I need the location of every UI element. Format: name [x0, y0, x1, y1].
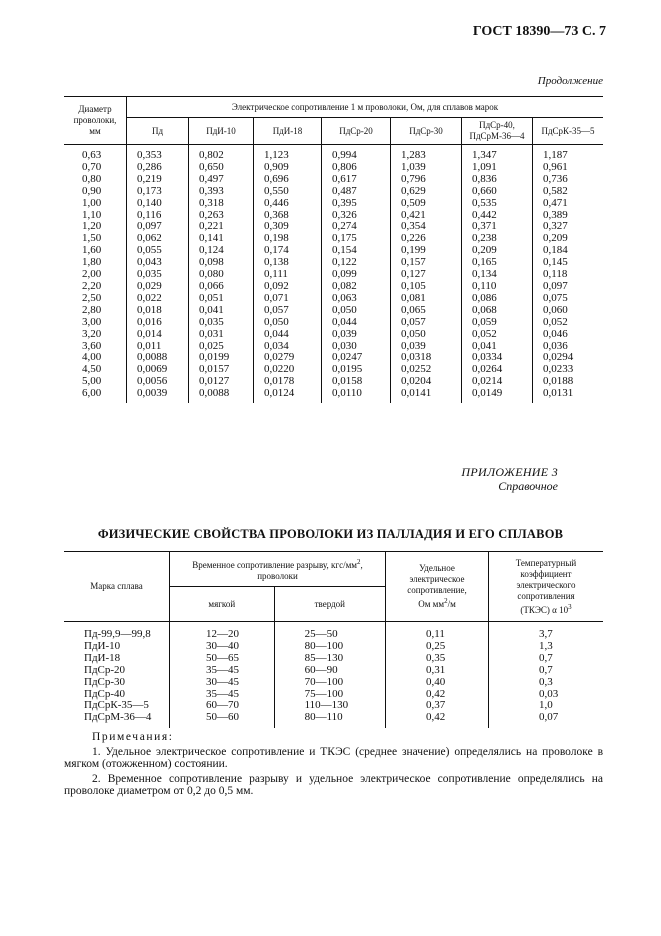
table-cell: 0,044 [322, 317, 391, 329]
table-cell: 0,075 [543, 291, 568, 304]
table-row [64, 317, 603, 329]
table-cell: 0,039 [391, 341, 462, 353]
table-cell: 1,0 [539, 699, 553, 712]
soft-header: мягкой [170, 587, 275, 622]
table-cell: 0,80 [64, 174, 127, 186]
table-cell: 0,081 [391, 293, 462, 305]
table-cell: 0,961 [543, 160, 568, 173]
table-cell: 0,092 [254, 281, 322, 293]
table-cell: 0,0110 [322, 388, 391, 403]
table-cell: 0,238 [462, 233, 533, 245]
table-cell: 80—100 [274, 641, 385, 653]
table-cell: 0,03 [539, 687, 559, 700]
table-row [64, 186, 603, 198]
table-cell: 0,7 [539, 663, 553, 676]
table-cell: 0,421 [391, 210, 462, 222]
table-cell: 0,42 [386, 712, 489, 728]
table-cell: 0,086 [462, 293, 533, 305]
table-cell: 30—40 [170, 641, 275, 653]
table-cell: ПдСрК-35—5 [64, 700, 170, 712]
table-row [64, 665, 603, 677]
table-cell: 0,37 [386, 700, 489, 712]
table-cell: 0,11 [386, 622, 489, 641]
table-cell: 0,110 [462, 281, 533, 293]
table-cell: 0,068 [462, 305, 533, 317]
table-cell: 0,286 [127, 162, 189, 174]
table-cell: 0,057 [254, 305, 322, 317]
table-cell: 0,141 [189, 233, 254, 245]
table-cell: 0,050 [254, 317, 322, 329]
appendix-number: ПРИЛОЖЕНИЕ 3 [461, 465, 558, 479]
table-cell: 0,0294 [543, 351, 574, 364]
table-cell: 50—65 [170, 653, 275, 665]
column-header: ПдИ-10 [189, 118, 254, 145]
table-cell: 0,050 [391, 329, 462, 341]
table-row [64, 622, 603, 641]
table-cell: 0,395 [322, 198, 391, 210]
table-cell: 0,371 [462, 221, 533, 233]
diameter-header: Диаметр проволоки, мм [64, 97, 127, 145]
table-cell: 0,0056 [127, 376, 189, 388]
table-cell: 0,90 [64, 186, 127, 198]
table-cell: 0,022 [127, 293, 189, 305]
table-cell: 0,0131 [543, 387, 574, 400]
table-cell: 0,036 [543, 339, 568, 352]
table-cell: 1,20 [64, 221, 127, 233]
table-cell: 60—90 [274, 665, 385, 677]
table-cell: 70—100 [274, 677, 385, 689]
table-cell: 0,059 [462, 317, 533, 329]
table-cell: 0,060 [543, 303, 568, 316]
table-cell: 3,20 [64, 329, 127, 341]
table-cell: 0,165 [462, 257, 533, 269]
table-cell: 0,446 [254, 198, 322, 210]
table-cell: 75—100 [274, 689, 385, 701]
table-cell: 50—60 [170, 712, 275, 728]
table-cell: 0,127 [391, 269, 462, 281]
table-cell: 0,0158 [322, 376, 391, 388]
table-cell: ПдИ-10 [64, 641, 170, 653]
table-cell: 25—50 [274, 622, 385, 641]
table-cell: ПдСрМ-36—4 [64, 712, 170, 728]
column-header: ПдСр-30 [391, 118, 462, 145]
table-cell: 0,0233 [543, 363, 574, 376]
table-row [64, 174, 603, 186]
table-cell: 0,050 [322, 305, 391, 317]
table-cell: 3,7 [539, 628, 553, 640]
table-cell: 0,0149 [462, 388, 533, 403]
resistivity-header: Удельное электрическое сопротивление, Ом $мм^2/м$ [386, 552, 489, 622]
table-cell: 0,25 [386, 641, 489, 653]
table-cell: 0,0088 [127, 352, 189, 364]
table-cell: 0,0088 [189, 388, 254, 403]
table-cell: 0,40 [386, 677, 489, 689]
table-cell: 0,535 [462, 198, 533, 210]
table-cell: 0,071 [254, 293, 322, 305]
table-cell: 1,50 [64, 233, 127, 245]
table-cell: 0,70 [64, 162, 127, 174]
table-cell: 0,07 [539, 711, 559, 724]
table-cell: 0,7 [539, 651, 553, 664]
table-cell: 1,00 [64, 198, 127, 210]
table-cell: 0,063 [322, 293, 391, 305]
table-cell: 0,099 [322, 269, 391, 281]
table-cell: 0,057 [391, 317, 462, 329]
table-cell: 0,796 [391, 174, 462, 186]
table-cell: 0,051 [189, 293, 254, 305]
table-cell: 0,043 [127, 257, 189, 269]
hard-header: твердой [274, 587, 385, 622]
table-cell: 0,034 [254, 341, 322, 353]
table-cell: 0,617 [322, 174, 391, 186]
table-cell: 60—70 [170, 700, 275, 712]
table-cell: 3,60 [64, 341, 127, 353]
table-cell: 0,35 [386, 653, 489, 665]
table-cell: 1,039 [391, 162, 462, 174]
table-cell: 0,066 [189, 281, 254, 293]
table-cell: 0,041 [462, 341, 533, 353]
table-cell: 0,116 [127, 210, 189, 222]
table-cell: 0,736 [543, 172, 568, 185]
table-cell: 12—20 [170, 622, 275, 641]
table-cell: 0,509 [391, 198, 462, 210]
table-cell: 0,029 [127, 281, 189, 293]
table-cell: 0,0124 [254, 388, 322, 403]
table-cell: 0,105 [391, 281, 462, 293]
table-cell: 0,122 [322, 257, 391, 269]
table-cell: 3,00 [64, 317, 127, 329]
table-cell: 0,368 [254, 210, 322, 222]
table-cell: 0,0039 [127, 388, 189, 403]
table-cell: 0,011 [127, 341, 189, 353]
table-cell: 0,0127 [189, 376, 254, 388]
table-cell: 0,31 [386, 665, 489, 677]
table-row [64, 293, 603, 305]
table-cell: 0,080 [189, 269, 254, 281]
table-cell: 0,326 [322, 210, 391, 222]
table-cell: 0,354 [391, 221, 462, 233]
table-cell: 0,660 [462, 186, 533, 198]
table-cell: 110—130 [274, 700, 385, 712]
table-cell: 0,63 [64, 145, 127, 162]
tensile-header: Временное сопротивление разрыву, кгс/$мм^2$, проволоки [170, 552, 386, 587]
appendix-label [0, 465, 558, 493]
table-cell: 0,035 [127, 269, 189, 281]
table-cell: 1,10 [64, 210, 127, 222]
table-cell: 0,184 [543, 244, 568, 257]
appendix-type: Справочное [498, 479, 558, 493]
table-cell: 1,187 [543, 149, 568, 161]
table-cell: 30—45 [170, 677, 275, 689]
table-cell: 0,052 [543, 315, 568, 328]
table-cell: 1,60 [64, 245, 127, 257]
table-cell: 0,909 [254, 162, 322, 174]
table-cell: 35—45 [170, 665, 275, 677]
table-cell: 0,016 [127, 317, 189, 329]
table-cell: 0,0334 [462, 352, 533, 364]
table-cell: 35—45 [170, 689, 275, 701]
table-cell: 0,0157 [189, 364, 254, 376]
table-cell: 0,124 [189, 245, 254, 257]
table-cell: 0,42 [386, 689, 489, 701]
tcr-header: Температурный коэффициент электрического сопротивления (ТКЭС) α $10^3$ [489, 552, 604, 622]
table-cell: 0,134 [462, 269, 533, 281]
table-cell: 0,836 [462, 174, 533, 186]
table-cell: 1,091 [462, 162, 533, 174]
table-cell: 0,650 [189, 162, 254, 174]
table-cell: 1,283 [391, 145, 462, 162]
table-row [64, 653, 603, 665]
table-cell: 0,3 [539, 675, 553, 688]
table-cell: 0,442 [462, 210, 533, 222]
table-cell: 0,052 [462, 329, 533, 341]
table-cell: 0,098 [189, 257, 254, 269]
table-row [64, 305, 603, 317]
table-cell: ПдСр-30 [64, 677, 170, 689]
table-cell: 0,487 [322, 186, 391, 198]
table-cell: 0,198 [254, 233, 322, 245]
table-cell: 6,00 [64, 388, 127, 403]
table-cell: 0,209 [462, 245, 533, 257]
table-cell: 0,318 [189, 198, 254, 210]
table-cell: 0,0195 [322, 364, 391, 376]
table-cell: 0,0252 [391, 364, 462, 376]
notes-title: Примечания: [92, 731, 174, 743]
table-cell: 0,274 [322, 221, 391, 233]
table-cell: 0,0188 [543, 375, 574, 388]
table-cell: 0,157 [391, 257, 462, 269]
table-cell: 4,50 [64, 364, 127, 376]
table-cell: 0,0069 [127, 364, 189, 376]
table-cell: 0,041 [189, 305, 254, 317]
note-item: 2. Временное сопротивление разрыву и удельное электрическое сопротивление определялись на проволоке диаметром от 0,2 до 0,5 мм. [64, 772, 603, 797]
table-cell: 0,209 [543, 232, 568, 245]
table-cell: ПдИ-18 [64, 653, 170, 665]
table-cell: 0,353 [127, 145, 189, 162]
table-cell: 0,221 [189, 221, 254, 233]
table-cell: 85—130 [274, 653, 385, 665]
table-cell: 0,044 [254, 329, 322, 341]
table-cell: 0,0204 [391, 376, 462, 388]
table-cell: 0,030 [322, 341, 391, 353]
table-cell: 0,0318 [391, 352, 462, 364]
column-header: ПдИ-18 [254, 118, 322, 145]
table-cell: 0,0214 [462, 376, 533, 388]
table-cell: 1,80 [64, 257, 127, 269]
table-cell: 0,065 [391, 305, 462, 317]
grade-header: Марка сплава [64, 552, 170, 622]
table-cell: 0,0178 [254, 376, 322, 388]
table-cell: 2,80 [64, 305, 127, 317]
table-cell: 0,140 [127, 198, 189, 210]
table-cell: 0,118 [543, 268, 568, 281]
table-cell: 2,00 [64, 269, 127, 281]
table-cell: 0,097 [543, 279, 568, 292]
table-cell: 0,0247 [322, 352, 391, 364]
table-cell: 0,174 [254, 245, 322, 257]
table-cell: 0,046 [543, 327, 568, 340]
table-cell: 0,471 [543, 196, 568, 209]
table-cell: ПдСр-20 [64, 665, 170, 677]
table-cell: 0,0279 [254, 352, 322, 364]
table-cell: 0,582 [543, 184, 568, 197]
table-cell: 0,226 [391, 233, 462, 245]
table-cell: 0,802 [189, 145, 254, 162]
column-header: ПдСрК-35—5 [533, 118, 604, 145]
table-cell: 0,0264 [462, 364, 533, 376]
table-cell: 0,062 [127, 233, 189, 245]
table-cell: 0,039 [322, 329, 391, 341]
page-header: ГОСТ 18390—73 С. 7 [472, 24, 606, 39]
table-cell: 0,309 [254, 221, 322, 233]
table-cell: 0,806 [322, 162, 391, 174]
continuation-label: Продолжение [537, 75, 603, 87]
table-cell: 1,123 [254, 145, 322, 162]
table-cell: 0,111 [254, 269, 322, 281]
table-cell: 0,199 [391, 245, 462, 257]
table-cell: 2,20 [64, 281, 127, 293]
table-cell: 0,0199 [189, 352, 254, 364]
table-cell: 0,138 [254, 257, 322, 269]
table-cell: 0,550 [254, 186, 322, 198]
table-cell: 0,393 [189, 186, 254, 198]
properties-table [64, 551, 603, 728]
table-cell: 0,327 [543, 220, 568, 233]
table-cell: 0,014 [127, 329, 189, 341]
table-cell: 4,00 [64, 352, 127, 364]
column-header: Пд [127, 118, 189, 145]
table-cell: 0,031 [189, 329, 254, 341]
table-cell: 1,3 [539, 639, 553, 652]
table-row [64, 198, 603, 210]
table-cell: 2,50 [64, 293, 127, 305]
table-cell: 0,154 [322, 245, 391, 257]
resistance-group-header: Электрическое сопротивление 1 м проволоки, Ом, для сплавов марок [127, 97, 604, 118]
table-row [64, 677, 603, 689]
section-title: ФИЗИЧЕСКИЕ СВОЙСТВА ПРОВОЛОКИ ИЗ ПАЛЛАДИЯ И ЕГО СПЛАВОВ [97, 527, 564, 541]
notes [64, 731, 603, 800]
table-cell: Пд-99,9—99,8 [64, 622, 170, 641]
table-cell: 0,629 [391, 186, 462, 198]
table-cell: 0,389 [543, 208, 568, 221]
table-cell: 80—110 [274, 712, 385, 728]
table-cell: 0,018 [127, 305, 189, 317]
table-cell: 0,173 [127, 186, 189, 198]
column-header: ПдСр-40, ПдСрМ-36—4 [462, 118, 533, 145]
table-cell: 0,025 [189, 341, 254, 353]
table-cell: 0,055 [127, 245, 189, 257]
table-cell: 0,082 [322, 281, 391, 293]
table-cell: 0,263 [189, 210, 254, 222]
table-cell: 0,175 [322, 233, 391, 245]
table-cell: 0,696 [254, 174, 322, 186]
table-cell: 0,497 [189, 174, 254, 186]
table-cell: 0,994 [322, 145, 391, 162]
table-row [64, 388, 603, 403]
table-cell: 0,097 [127, 221, 189, 233]
table-cell: 0,035 [189, 317, 254, 329]
note-item: 1. Удельное электрическое сопротивление и ТКЭС (среднее значение) определялись на проволоке в мягком (отожженном) состоянии. [64, 745, 603, 770]
table-row [64, 329, 603, 341]
table-cell: 0,219 [127, 174, 189, 186]
table-cell: 0,0141 [391, 388, 462, 403]
table-cell: 0,0220 [254, 364, 322, 376]
table-cell: 1,347 [462, 145, 533, 162]
column-header: ПдСр-20 [322, 118, 391, 145]
table-cell: 5,00 [64, 376, 127, 388]
table-cell: ПдСр-40 [64, 689, 170, 701]
table-row [64, 712, 603, 728]
table-cell: 0,145 [543, 256, 568, 269]
table-row [64, 145, 603, 162]
resistance-table [64, 96, 603, 403]
